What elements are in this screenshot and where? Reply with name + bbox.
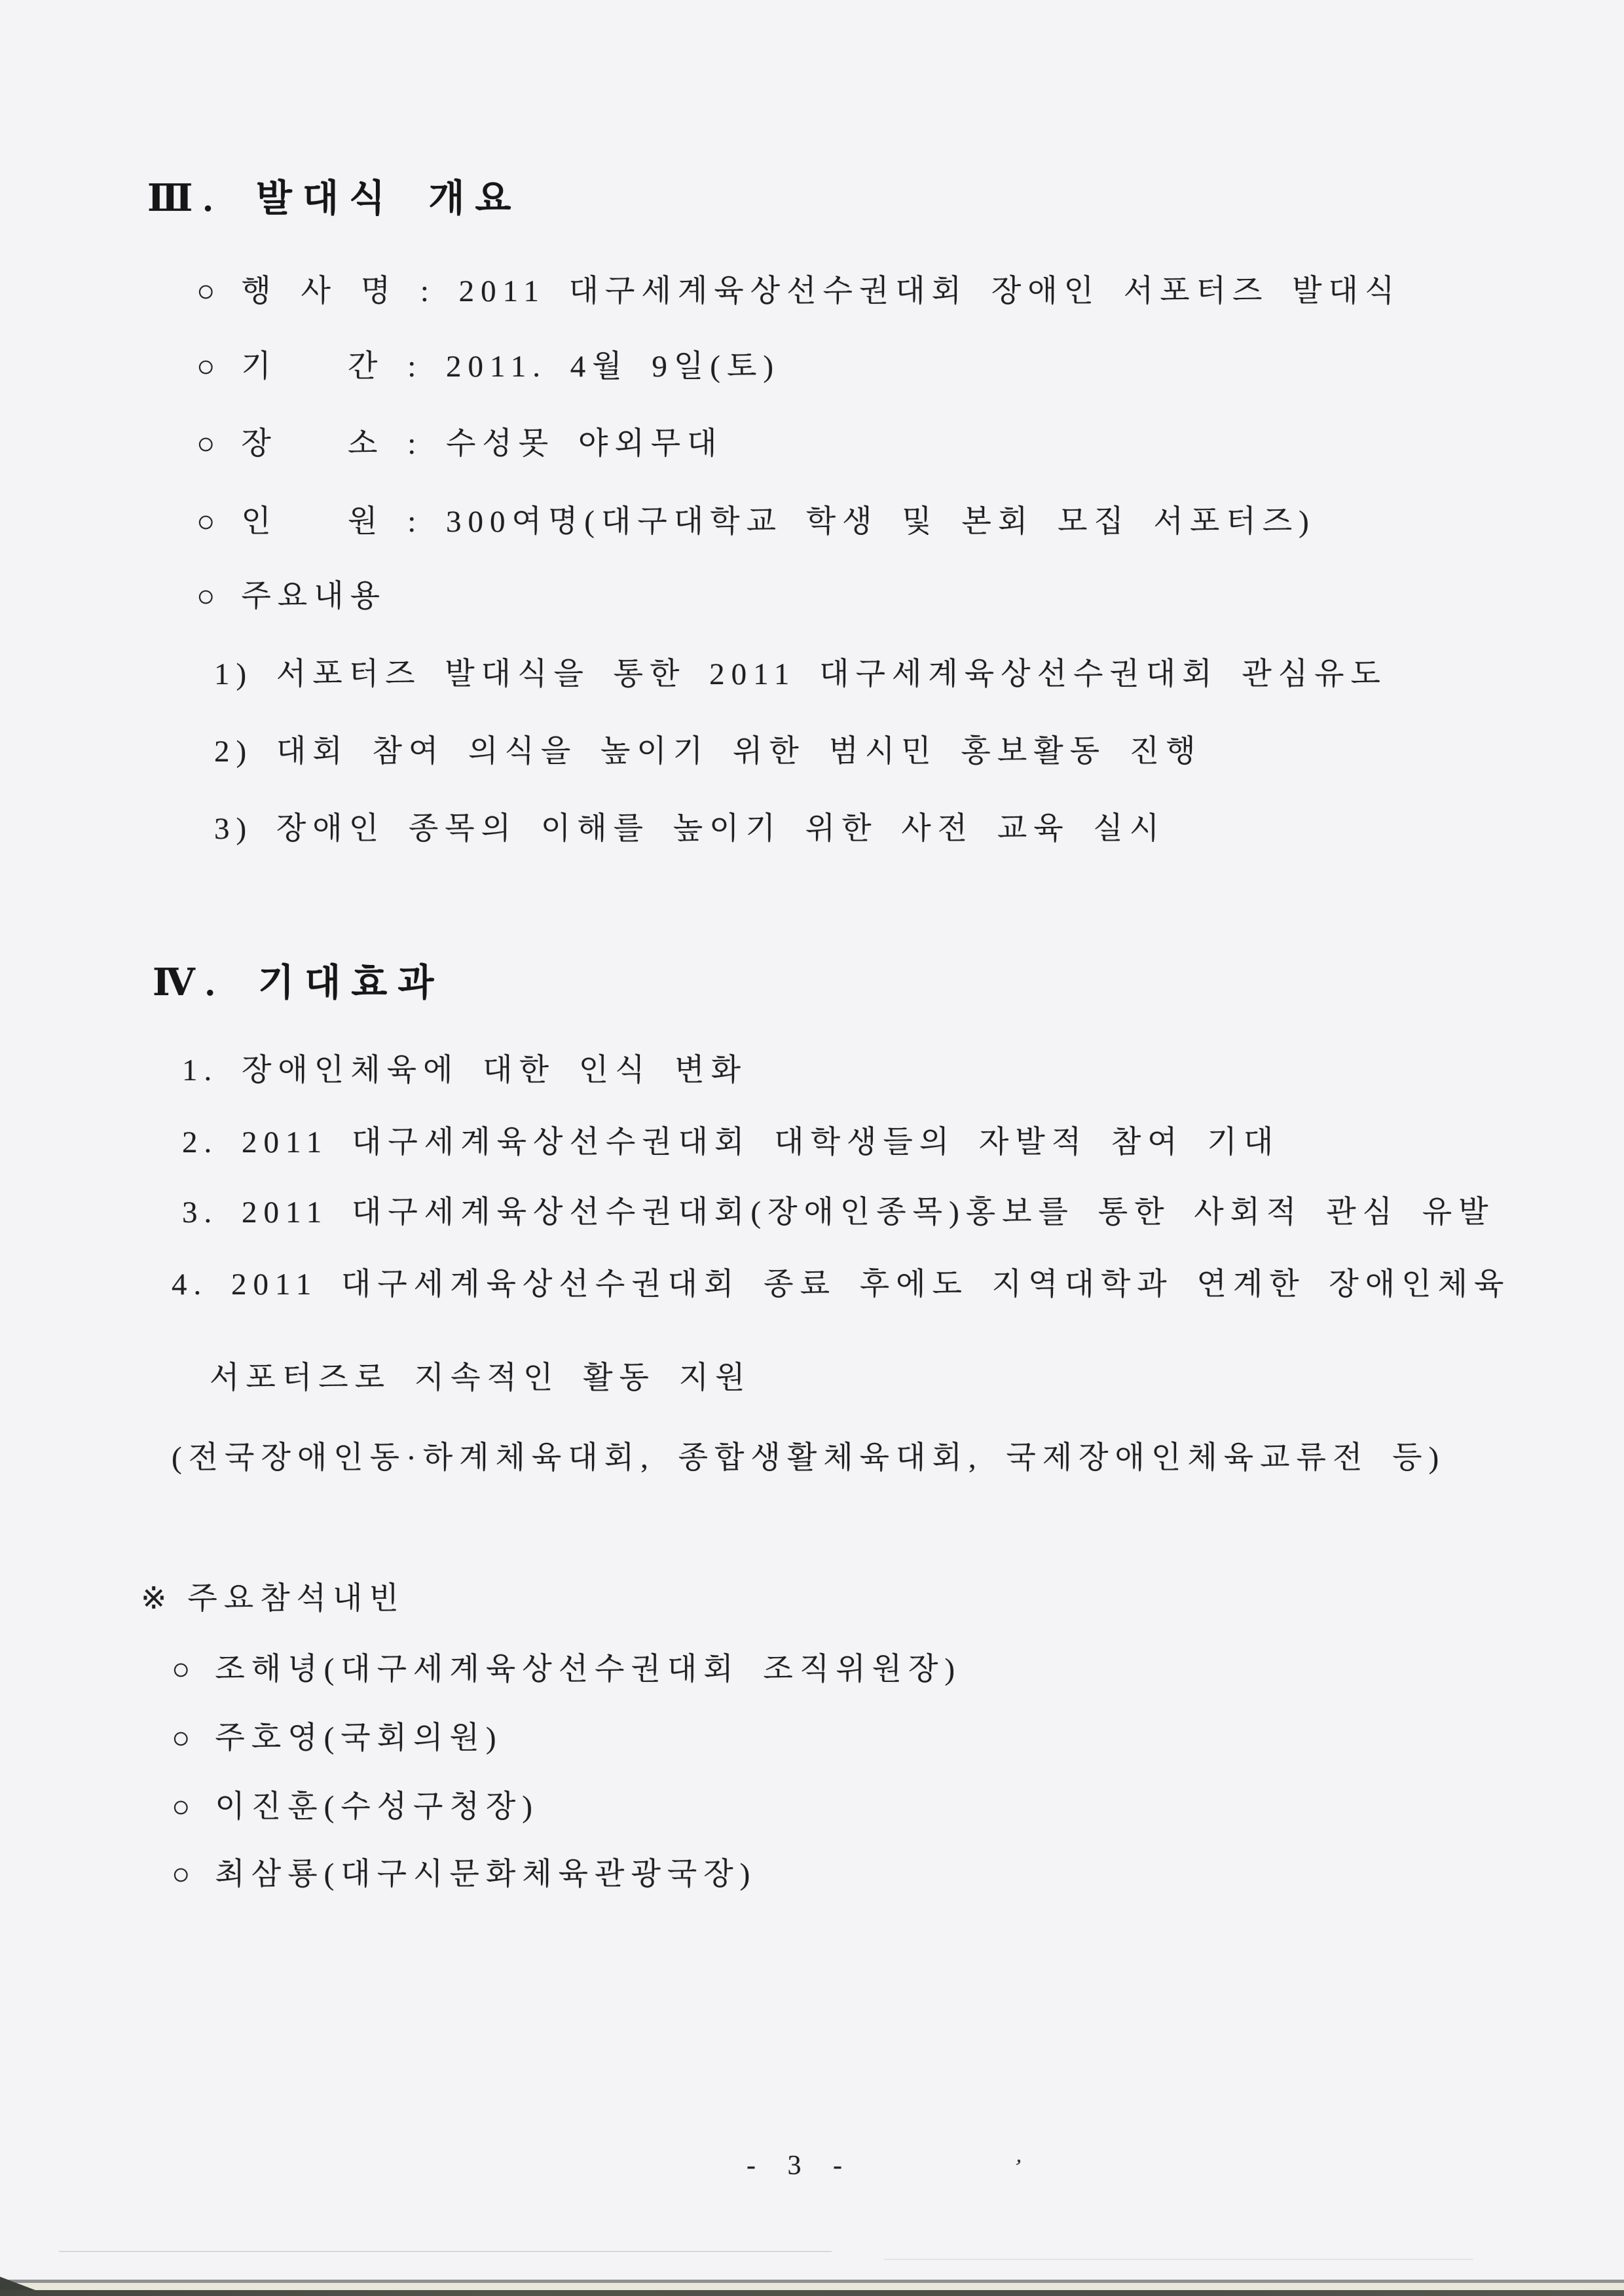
attendee-item xyxy=(172,1856,756,1893)
list-item-text: 장 소 : 수성못 야외무대 xyxy=(241,427,724,461)
numbered-item: 1. 장애인체육에 대한 인식 변화 xyxy=(182,1053,748,1087)
attendee-name: 조해녕(대구세계육상선수권대회 조직위원장) xyxy=(215,1652,962,1686)
circle-bullet-icon: ○ xyxy=(196,505,222,539)
sub-item: 1) 서포터즈 발대식을 통한 2011 대구세계육상선수권대회 관심유도 xyxy=(214,657,1387,691)
circle-bullet-icon: ○ xyxy=(172,1857,197,1891)
page-number: - 3 - xyxy=(747,2151,851,2181)
numbered-item-continuation: 서포터즈로 지속적인 활동 지원 xyxy=(210,1361,752,1395)
scan-scratch-line xyxy=(884,2259,1473,2260)
attendees-heading xyxy=(141,1580,405,1617)
attendee-item xyxy=(172,1720,503,1757)
circle-bullet-icon: ○ xyxy=(196,427,222,461)
circle-bullet-icon: ○ xyxy=(172,1721,197,1755)
numbered-item: 2. 2011 대구세계육상선수권대회 대학생들의 자발적 참여 기대 xyxy=(182,1125,1280,1159)
scanner-corner-shadow xyxy=(0,2276,38,2290)
circle-bullet-icon: ○ xyxy=(172,1652,197,1686)
attendee-item xyxy=(172,1789,539,1825)
numbered-item: 4. 2011 대구세계육상선수권대회 종료 후에도 지역대학과 연계한 장애인체육 xyxy=(172,1267,1511,1302)
list-item xyxy=(196,348,780,385)
circle-bullet-icon: ○ xyxy=(196,274,222,308)
list-item xyxy=(196,426,724,462)
scanner-edge-cream-band xyxy=(0,2283,1624,2290)
sub-item: 3) 장애인 종목의 이해를 높이기 위한 사전 교육 실시 xyxy=(214,812,1166,846)
circle-bullet-icon: ○ xyxy=(196,579,222,613)
numbered-item-parenthetical: (전국장애인동·하계체육대회, 종합생활체육대회, 국제장애인체육교류전 등) xyxy=(172,1441,1446,1475)
list-item-text: 행 사 명 : 2011 대구세계육상선수권대회 장애인 서포터즈 발대식 xyxy=(241,274,1401,308)
circle-bullet-icon: ○ xyxy=(196,350,222,384)
reference-mark-icon: ※ xyxy=(141,1582,174,1616)
scan-scratch-line xyxy=(59,2251,832,2252)
list-item xyxy=(196,273,1401,310)
list-item xyxy=(196,503,1316,540)
section3-heading: Ⅲ. 발대식 개요 xyxy=(147,178,522,219)
attendee-name: 최삼룡(대구시문화체육관광국장) xyxy=(215,1857,757,1891)
list-item-text: 주요내용 xyxy=(241,579,386,613)
numbered-item: 3. 2011 대구세계육상선수권대회(장애인종목)홍보를 통한 사회적 관심 유발 xyxy=(182,1195,1495,1230)
list-item-text: 기 간 : 2011. 4월 9일(토) xyxy=(241,350,781,384)
attendee-name: 이진훈(수성구청장) xyxy=(215,1790,539,1824)
scan-speck-artifact: ’ xyxy=(1011,2155,1024,2180)
sub-item: 2) 대회 참여 의식을 높이기 위한 범시민 홍보활동 진행 xyxy=(214,735,1202,769)
attendee-name: 주호영(국회의원) xyxy=(215,1721,503,1755)
section4-heading: Ⅳ. 기대효과 xyxy=(153,962,445,1004)
attendee-item xyxy=(172,1651,961,1688)
attendees-heading-text: 주요참석내빈 xyxy=(187,1582,405,1616)
scanner-edge-dark-band xyxy=(0,2290,1624,2296)
list-item xyxy=(196,578,386,615)
list-item-text: 인 원 : 300여명(대구대학교 학생 및 본회 모집 서포터즈) xyxy=(241,505,1316,539)
circle-bullet-icon: ○ xyxy=(172,1790,197,1824)
